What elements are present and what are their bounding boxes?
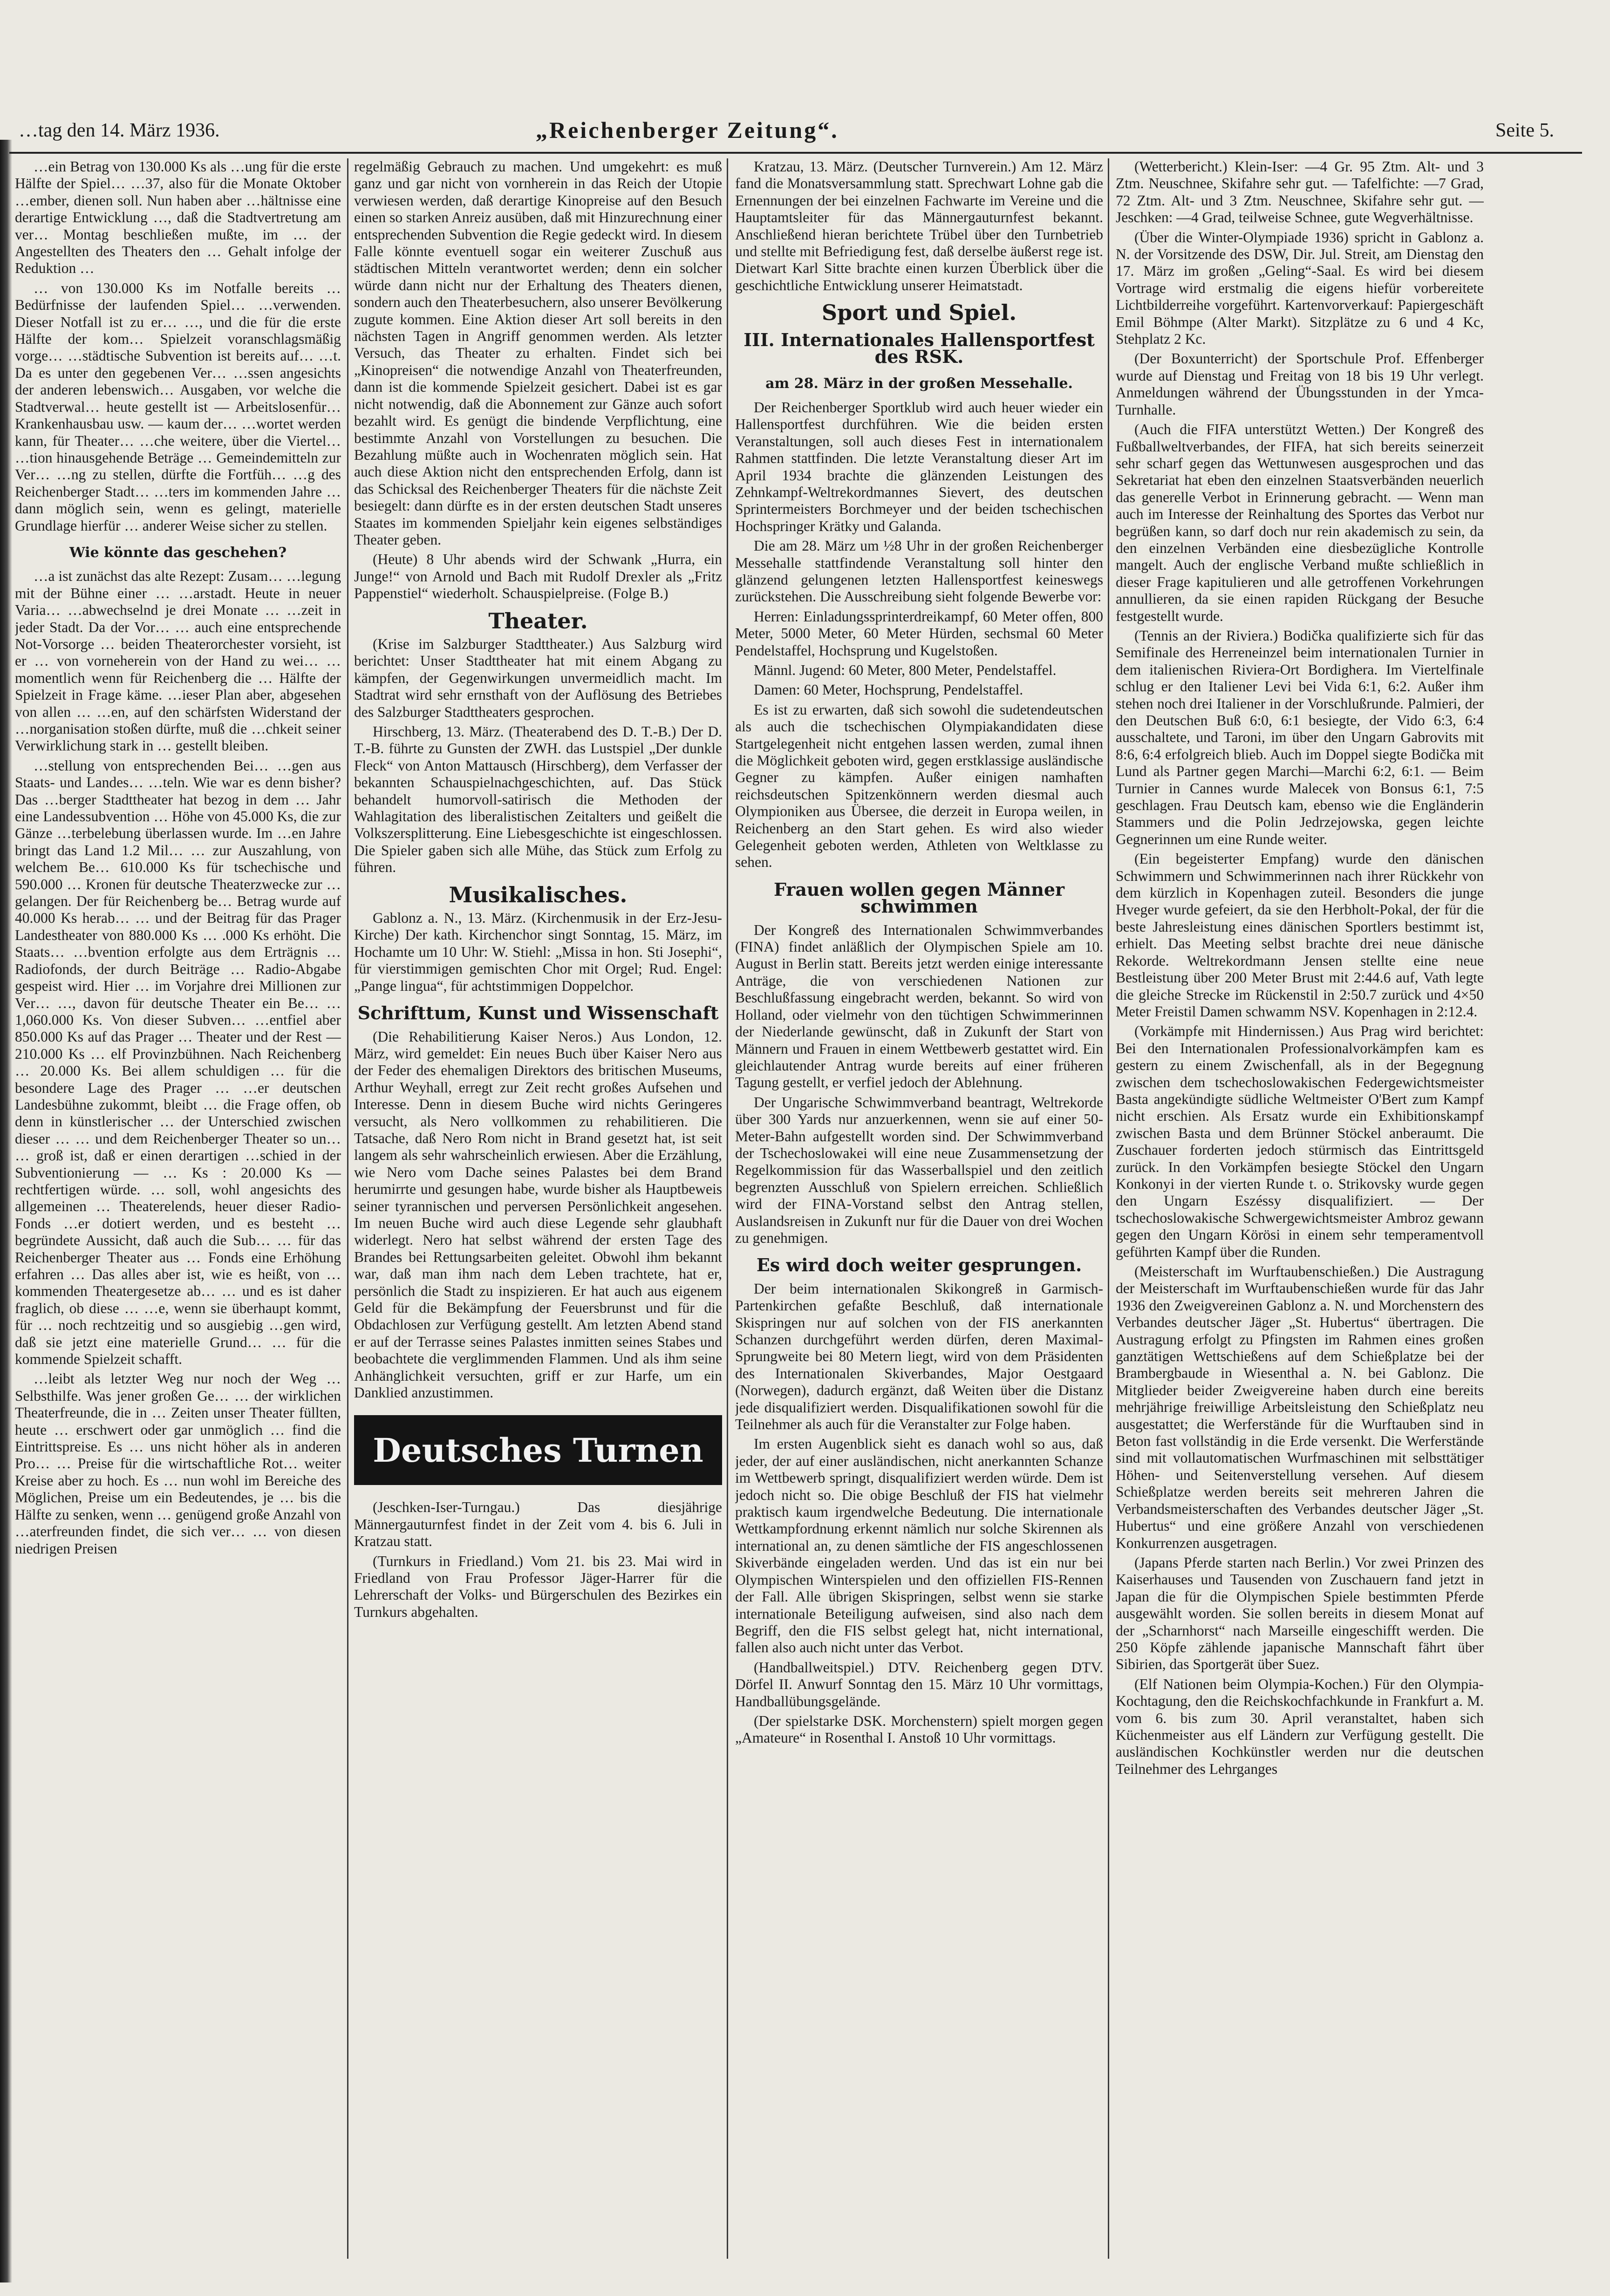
paragraph: …ein Betrag von 130.000 Ks als …ung für die erste Hälfte der Spiel… …37, also für die Monate Oktober …ember, dienen soll. Nun haben aber …hältnisse eine derartige Entwicklung …, daß die Stadtvertretung am ver… Montag beschließen mußte, im … der Angestellten des Theaters den … Gehalt infolge der Reduktion … xyxy=(15,158,341,277)
column-3 xyxy=(735,158,1103,2240)
paragraph: (Die Rehabilitierung Kaiser Neros.) Aus London, 12. März, wird gemeldet: Ein neues Buch über Kaiser Nero aus der Feder des ehemaligen Direktors des britischen Museums, Arthur Weyhall, erregt zur Zeit recht großes Aufsehen und Interesse. Denn in diesem Buche wird nichts Geringeres versucht, als Nero vollkommen zu rehabilitieren. Die Tatsache, daß Nero Rom nicht in Brand gesetzt hat, ist seit langem als sehr wahrscheinlich erwiesen. Aber die Erzählung, wie Nero vom Dache seines Palastes bei dem Brand herumirrte und gesungen habe, wurde bisher als Hauptbeweis seiner tyrannischen und perversen Persönlichkeit angesehen. Im neuen Buche wird auch diese Legende sehr glaubhaft widerlegt. Nero hat selbst während der ersten Tage des Brandes bei Rettungsarbeiten geleitet. Obwohl ihm bekannt war, daß man ihm nach dem Leben trachtete, hat er, persönlich die Stadt zu inspizieren. Er hat auch aus eigenem Geld für die Bekämpfung der Feuersbrunst und für die Obdachlosen zur Verfügung gestellt. Am letzten Abend stand er auf der Terrasse seines Palastes inmitten seines Stabes und beobachtete die verglimmenden Flammen. Und als ihm seine Anhänglichkeit versuchten, griff er zur Harfe, um ein Danklied anzustimmen. xyxy=(354,1028,722,1401)
paragraph: (Elf Nationen beim Olympia-Kochen.) Für den Olympia-Kochtagung, den die Reichskochfachkunde in Frankfurt a. M. vom 6. bis zum 30. April veranstaltet, haben sich Küchenmeister aus elf Ländern zur Verfügung gestellt. Die ausländischen Kochkünstler werden nur die deutschen Teilnehmer des Lehrganges xyxy=(1116,1676,1484,1777)
paragraph: (Jeschken-Iser-Turngau.) Das diesjährige Männergauturnfest findet in der Zeit vom 4. bis 6. Juli in Kratzau statt. xyxy=(354,1499,722,1550)
paragraph: Damen: 60 Meter, Hochsprung, Pendelstaffel. xyxy=(754,681,1023,698)
newspaper-title: „Reichenberger Zeitung“. xyxy=(536,117,839,143)
paragraph: Kratzau, 13. März. (Deutscher Turnverein.) Am 12. März fand die Monatsversammlung statt. Sprechwart Lohne gab die Ernennungen der bei einzelnen Fachwarte im Vereine und die Hauptamtsleiter für das Männergauturnfest bekannt. Anschließend hieran berichtete Trübel über den Turnbetrieb und stellte mit Befriedigung fest, daß derselbe äußerst rege ist. Dietwart Karl Sitte brachte einen kurzen Überblick über die geschichtliche Entwicklung unserer Heimatstadt. xyxy=(735,158,1103,293)
section-heading: Theater. xyxy=(488,608,588,634)
paragraph: Der Reichenberger Sportklub wird auch heuer wieder ein Hallensportfest durchführen. Wie die beiden ersten Veranstaltungen, soll auch dieses Fest in internationalem Rahmen stattfinden. Die letzte Veranstaltung dieser Art im April 1934 brachte die glänzenden Leistungen des Zehnkampf-Weltrekordmannes Sievert, des deutschen Sprintermeisters Borchmeyer und der beiden tschechischen Hochspringer Krätky und Galanda. xyxy=(735,399,1103,534)
paragraph: Der beim internationalen Skikongreß in Garmisch-Partenkirchen gefaßte Beschluß, daß internationale Skispringen nur auf solchen von der FIS anerkannten Schanzen durchgeführt werden dürfen, deren Maximal-Sprungweite bei 80 Metern liegt, wird von dem Präsidenten des Internationalen Skiverbandes, Major Oestgaard (Norwegen), dadurch ergänzt, daß Weiten über die Distanz jede disqualifiziert werden. Disqualifikationen sowohl für die Teilnehmer als auch für die Veranstalter zur Folge haben. xyxy=(735,1280,1103,1433)
subheading: Wie könnte das geschehen? xyxy=(69,544,287,561)
paragraph: … von 130.000 Ks im Notfalle bereits … Bedürfnisse der laufenden Spiel… …verwenden. Dieser Notfall ist zu er… …, und die für die erste Hälfte der kom… Spielzeit voranschlagsmäßig vorge… …städtische Subvention ist bereits auf… …t. Da es unter den gegebenen Ver… …ssen angesichts der anderen lebenswich… Ausgaben, vor welche die Stadtverwal… heute gestellt ist — Arbeitslosenfür… Krankenhausbau usw. — kaum der… …wortet werden kann, für Theater… …che weitere, über die Viertel… …tion hinausgehende Beträge … Gemeindemitteln zur Ver… …ng zu stellen, dürfte die Fortfüh… …g des Reichenberger Stadt… …ters im kommenden Jahre … dann möglich sein, wenn es gelingt, materielle Grundlage hierfür … anderer Weise sicher zu stellen. xyxy=(15,279,341,534)
page-header xyxy=(0,115,1610,152)
header-rule xyxy=(9,152,1582,154)
paragraph: Hirschberg, 13. März. (Theaterabend des D. T.-B.) Der D. T.-B. führte zu Gunsten der ZWH. das Lustspiel „Der dunkle Fleck“ von Anton Mattausch (Hirschberg), dem Verfasser der bekannten Schauspielnachgeschichten, auf. Das Stück behandelt humorvoll-satirisch die Methoden der Wahlagitation des liberalistischen Zeitalters und geißelt die Volkszersplitterung. Eine Liebesgeschichte ist eingeschlossen. Die Spieler gaben sich alle Mühe, das Stück zum Erfolg zu führen. xyxy=(354,723,722,876)
column-divider xyxy=(727,158,728,2259)
paragraph: (Wetterbericht.) Klein-Iser: —4 Gr. 95 Ztm. Alt- und 3 Ztm. Neuschnee, Skifahre sehr gut. — Tafelfichte: —7 Grad, 72 Ztm. Alt- und 3 Ztm. Neuschnee, Skifahre sehr gut. — Jeschken: —4 Grad, teilweise Schnee, gute Wegverhältnisse. xyxy=(1116,158,1484,226)
article-subheading: am 28. März in der großen Messehalle. xyxy=(765,375,1073,392)
paragraph: (Der spielstarke DSK. Morchenstern) spielt morgen gegen „Amateure“ in Rosenthal I. Anstoß 10 Uhr vormittags. xyxy=(735,1712,1103,1746)
paragraph: (Japans Pferde starten nach Berlin.) Vor zwei Prinzen des Kaiserhauses und Tausenden von Zuschauern fand jetzt in Japan die für die Olympischen Spiele bestimmten Pferde ausgewählt worden. Sie sollen bereits in diesem Monat auf der „Scharnhorst“ nach Marseille eingeschifft werden. Die 250 Köpfe zählende japanische Mannschaft fährt über Sibirien, das Sportgerät über Suez. xyxy=(1116,1554,1484,1673)
column-4 xyxy=(1116,158,1484,2240)
paragraph: Herren: Einladungssprinterdreikampf, 60 Meter offen, 800 Meter, 5000 Meter, 60 Meter Hürden, sechsmal 60 Meter Pendelstaffel, Hochsprung und Kugelstoßen. xyxy=(735,608,1103,659)
banner-label: Deutsches Turnen xyxy=(373,1431,703,1470)
paragraph: Der Ungarische Schwimmverband beantragt, Weltrekorde über 300 Yards nur anzuerkennen, wenn sie auf einer 50-Meter-Bahn aufgestellt worden sind. Der Schwimmverband der Tschechoslowakei will eine neue Zusammensetzung der Regelkommission für das Wasserballspiel und den zeitlich begrenzten Ausschluß von Spielern erreichen. Schließlich wird der FINA-Vorstand selbst den Antrag stellen, Auslandsreisen in Zukunft nur für die Dauer von drei Wochen zu genehmigen. xyxy=(735,1094,1103,1246)
column-divider xyxy=(347,158,348,2259)
turnen-banner xyxy=(354,1415,722,1485)
paragraph: (Meisterschaft im Wurftaubenschießen.) Die Austragung der Meisterschaft im Wurftaubenschießen wurde für das Jahr 1936 den Zweigvereinen Gablonz a. N. und Morchenstern des Verbandes deutscher Jäger „St. Hubertus“ übertragen. Die Austragung erfolgt zu Pfingsten im Rahmen eines großen ganztätigen Wettschießens auf dem Schießplatze bei der Brambergbaude in Wiesenthal a. N. bei Gablonz. Die Mitglieder beider Zweigvereine haben durch eine bereits mehrjährige freiwillige Arbeitsleistung den Schießplatz neu ausgestattet; die Werferstände für die Wurftauben sind in Beton fast vollständig in die Erde versenkt. Die Werferstände sind mit vollautomatischen Wurfmaschinen mit selbsttätiger Höhen- und Seitenverstellung versehen. Auf diesem Schießplatze werden bereits seit mehreren Jahren die Verbandsmeisterschaften des Verbandes deutscher Jäger „St. Hubertus“ und eine größere Anzahl von verschiedenen Konkurrenzen ausgetragen. xyxy=(1116,1263,1484,1551)
paragraph: (Auch die FIFA unterstützt Wetten.) Der Kongreß des Fußballweltverbandes, der FIFA, hat sich bereits seinerzeit sehr scharf gegen das Wettunwesen ausgesprochen und das Sekretariat hat eben den einzelnen Staatsverbänden neuerlich das generelle Verbot in Erinnerung gebracht. — Wenn man auch im Interesse der Reinhaltung des Sportes das Verbot nur begrüßen kann, so darf doch nur rein akademisch zu sein, da den einzelnen Verbänden eine diesbezügliche Kontrolle mangelt. Auch der englische Verband mußte schließlich in dieser Frage kapitulieren und alle getroffenen Vorkehrungen annullieren, da sie einen rapiden Rückgang der Besuche festgestellt wurde. xyxy=(1116,421,1484,624)
paragraph: (Über die Winter-Olympiade 1936) spricht in Gablonz a. N. der Vorsitzende des DSW, Dir. Jul. Streit, am Dienstag den 17. März im großen „Geling“-Saal. Es wird bei diesem Vortrage wird erstmalig die eigens hiefür vorbereitete Lichtbilderreihe vorgeführt. Kartenvorverkauf: Papiergeschäft Emil Böhmpe (Alter Markt). Sitzplätze zu 6 und 4 Kc, Stehplatz 2 Kc. xyxy=(1116,229,1484,347)
section-heading: Schrifttum, Kunst und Wissenschaft xyxy=(357,1002,719,1024)
paragraph: Gablonz a. N., 13. März. (Kirchenmusik in der Erz-Jesu-Kirche) Der kath. Kirchenchor singt Sonntag, 15. März, im Hochamte um 10 Uhr: W. Stiehl: „Missa in hon. Sti Josephi“, für vierstimmigen gemischten Chor mit Orgel; Rud. Engel: „Pange lingua“, für achtstimmigen Doppelchor. xyxy=(354,910,722,994)
paragraph: …leibt als letzter Weg nur noch der Weg …Selbsthilfe. Was jener großen Ge… … der wirklichen Theaterfreunde, die in … Zeiten unser Theater füllten, heute … erschwert oder gar unmöglich … find die Eintrittspreise. Es … uns nicht höher als in anderen Pro… … Preise für die wirtschaftliche Rot… weiter Kreise aber zu hoch. Es … nun wohl im Bereiche des Möglichen, Preise um ein Bedeutendes, je … bis die Hälfte zu senken, wenn … genügend große Anzahl von …aterfreunden findet, die sich ver… … von diesen niedrigen Preisen xyxy=(15,1370,341,1557)
paragraph: Männl. Jugend: 60 Meter, 800 Meter, Pendelstaffel. xyxy=(754,661,1057,678)
paragraph: (Krise im Salzburger Stadttheater.) Aus Salzburg wird berichtet: Unser Stadttheater hat mit einem Abgang zu kämpfen, der Gegenwirkungen unvermeidlich macht. Im Stadtrat wird sehr ernsthaft von der Auflösung des Betriebes des Salzburger Stadttheaters gesprochen. xyxy=(354,635,722,720)
paragraph: (Vorkämpfe mit Hindernissen.) Aus Prag wird berichtet: Bei den Internationalen Professionalvorkämpfen kam es gestern zu einem Zwischenfall, als in der Begegnung zwischen dem tschechoslowakischen Federgewichtsmeister Basta angekündigte südliche Weltmeister O'Bert zum Kampf nicht erschien. Als Ersatz wurde ein Exhibitionskampf zwischen Basta und dem Brünner Stöckel anberaumt. Die Zuschauer forderten jedoch stürmisch das Eintrittsgeld zurück. In den Vorkämpfen besiegte Stöckel den Ungarn Konkonyi in der vierten Runde t. o. Strikovsky wurde gegen den Ungarn Eszéssy disqualifiziert. — Der tschechoslowakische Schwergewichtsmeister Ambroz gewann gegen den Ungarn Körösi in einem sehr temperamentvoll geführten Kampf über die Runden. xyxy=(1116,1023,1484,1260)
column-divider xyxy=(1108,158,1109,2259)
section-heading: Musikalisches. xyxy=(449,882,628,907)
page-number: Seite 5. xyxy=(1495,120,1554,141)
paragraph: regelmäßig Gebrauch zu machen. Und umgekehrt: es muß ganz und gar nicht von vornherein in das Reich der Utopie verwiesen werden, daß derartige Kinopreise auf den Besuch einen so starken Anreiz ausüben, daß mit Hinzurechnung einer entsprechenden Subvention die Regie gedeckt wird. In diesem Falle könnte eventuell sogar ein weiterer Zuschuß aus städtischen Mitteln verantwortet werden; denn ein solcher würde dann nicht nur der Erhaltung des Theaters dienen, sondern auch den Theaterbesuchern, also unserer Bevölkerung zugute kommen. Eine Aktion dieser Art soll bereits in den nächsten Tagen in Angriff genommen werden. Als letzter Versuch, das Theater zu erhalten. Findet sich bei „Kinopreisen“ die notwendige Anzahl von Theaterfreunden, dann ist die kommende Spielzeit gesichert. Dabei ist es gar nicht notwendig, daß die Abonnement zur Gänze auch sofort bezahlt wird. Es genügt die bindende Verpflichtung, eine bestimmte Anzahl von Vorstellungen zu besuchen. Die Bezahlung müßte auch in Wochenraten möglich sein. Hat auch diese Aktion nicht den entsprechenden Erfolg, dann ist das Schicksal des Reichenberger Theaters für die nächste Zeit besiegelt: dann dürfte es in der ersten deutschen Stadt unseres Staates im kommenden Spieljahr kein eigenes selbständiges Theater geben. xyxy=(354,158,722,548)
paragraph: (Heute) 8 Uhr abends wird der Schwank „Hurra, ein Junge!“ von Arnold und Bach mit Rudolf Drexler als „Fritz Pappenstiel“ wiederholt. Schauspielpreise. (Folge B.) xyxy=(354,551,722,602)
paragraph: (Handballweitspiel.) DTV. Reichenberg gegen DTV. Dörfel II. Anwurf Sonntag den 15. März 10 Uhr vormittags, Handballübungsgelände. xyxy=(735,1659,1103,1710)
paragraph: Im ersten Augenblick sieht es danach wohl so aus, daß jeder, der auf einer ausländischen, nicht anerkannten Schanze im Wettbewerb springt, disqualifiziert werden würde. Dem ist jedoch nicht so. Die obige Beschluß der FIS hat vielmehr praktisch kaum irgendwelche Bedeutung. Die internationale Wettkampfordnung erkennt nämlich nur solche Skirennen als international an, zu denen sämtliche der FIS angeschlossenen Skiverbände eingeladen werden. Und das ist ein nur bei Olympischen Winterspielen und den offiziellen FIS-Rennen der Fall. Alle übrigen Skispringen, selbst wenn sie starke internationale Beteiligung aufweisen, sind also nach dem Begriff, den die FIS selbst gelegt hat, nicht international, fallen also auch nicht unter das Verbot. xyxy=(735,1436,1103,1656)
article-heading: III. Internationales Hallensportfest des RSK. xyxy=(744,329,1095,368)
paragraph: Die am 28. März um ½8 Uhr in der großen Reichenberger Messehalle stattfindende Veranstaltung soll hinter den glänzend gelungenen letzten Hallensportfest keineswegs zurückstehen. Die Ausschreibung sieht folgende Bewerbe vor: xyxy=(735,538,1103,605)
section-heading: Sport und Spiel. xyxy=(821,300,1017,326)
page-edge-shadow xyxy=(0,140,12,2282)
paragraph: (Ein begeisterter Empfang) wurde den dänischen Schwimmern und Schwimmerinnen nach ihrer Rückkehr von dem kürzlich in Kopenhagen zuteil. Besonders die junge Hveger wurde gefeiert, da sie den Herbholt-Pokal, der für die beste Jahresleistung eines dänischen Sportlers bestimmt ist, erhielt. Das Meeting selbst brachte drei neue dänische Rekorde. Weltrekordmann Jensen stellte eine neue Bestleistung über 200 Meter Brust mit 2:44.6 auf, Vath legte die gleiche Strecke im Rückenstil in 2:50.7 zurück und 4×50 Meter Freistil Damen schwamm NSV. Kopenhagen in 2:12.4. xyxy=(1116,851,1484,1020)
header-date: …tag den 14. März 1936. xyxy=(19,120,220,141)
paragraph: (Der Boxunterricht) der Sportschule Prof. Effenberger wurde auf Dienstag und Freitag von 18 bis 19 Uhr verlegt. Anmeldungen während der Übungsstunden in der Ymca-Turnhalle. xyxy=(1116,350,1484,418)
paragraph: Es ist zu erwarten, daß sich sowohl die sudetendeutschen als auch die tschechischen Olympiakandidaten diese Startgelegenheit nicht entgehen lassen werden, zumal ihnen die Möglichkeit geboten wird, gegen erstklassige ausländische Gegner zu kämpfen. Außer einigen namhaften reichsdeutschen Spitzenkönnern werden diesmal auch Olympioniken aus Übersee, die derzeit in Europa weilen, in Reichenberg an den Start gehen. Es wird also wieder Gelegenheit geboten werden, Athleten von Weltklasse zu sehen. xyxy=(735,701,1103,871)
column-1 xyxy=(15,158,341,2240)
column-2 xyxy=(354,158,722,2240)
paragraph: Der Kongreß des Internationalen Schwimmverbandes (FINA) findet anläßlich der Olympischen Spiele am 10. August in Berlin statt. Bereits jetzt werden einige interessante Anträge, die von verschiedenen Nationen zur Beschlußfassung eingebracht werden, bekannt. So wird von Holland, oder vielmehr von den tüchtigen Schwimmerinnen der Niederlande gewünscht, daß in Zukunft der Start von Männern und Frauen in einem Wettbewerb gestattet wird. Ein gleichlautender Antrag wurde bereits auf einer früheren Tagung gestellt, er verfiel jedoch der Ablehnung. xyxy=(735,921,1103,1091)
article-heading: Frauen wollen gegen Männer schwimmen xyxy=(773,879,1065,917)
paragraph: (Turnkurs in Friedland.) Vom 21. bis 23. Mai wird in Friedland von Frau Professor Jäger-Harrer für die Lehrerschaft der Volks- und Bürgerschulen des Bezirkes ein Turnkurs abgehalten. xyxy=(354,1553,722,1620)
article-heading: Es wird doch weiter gesprungen. xyxy=(756,1254,1082,1276)
paragraph: …stellung von entsprechenden Bei… …gen aus Staats- und Landes… …teln. Wie war es denn bisher? Das …berger Stadttheater hat bezog in dem … Jahr eine Landessubvention … Höhe von 45.000 Ks, die zur Gänze …terbelebung überlassen wurde. Im …en Jahre bringt das Land 1.2 Mil… … zur Auszahlung, von welchem Be… 610.000 Ks für tschechische und 590.000 … Kronen für deutsche Theaterzwecke zur … gelangen. Der für Reichenberg be… Betrag wurde auf 40.000 Ks herab… … und der Beitrag für das Prager Landestheater von 880.000 Ks … .000 Ks erhöht. Die Staats… …bvention erfolgte aus dem Erträgnis … Radiofonds, der durch Beiträge … Radio-Abgabe gespeist wird. Hier … im Vorjahre drei Millionen zur Ver… …, davon für deutsche Theater ein Be… … 1,060.000 Ks. Von dieser Subven… …entfiel aber 850.000 Ks auf das Prager … Theater und der Rest — 210.000 Ks … elf Provinzbühnen. Nach Reichenberg … 20.000 Ks. Bei allem schuldigen … für die besondere Lage des Prager … …er deutschen Landesbühne zukommt, bleibt … die Frage offen, ob denn in künstlerischer … der Unterschied zwischen dieser … … und dem Reichenberger Theater so un… … groß ist, daß er einen derartigen …schied in der Subventionierung — … Ks : 20.000 Ks — rechtfertigen würde. … soll, wohl angesichts des allgemeinen … Theaterelends, heuer dieser Radio-Fonds …er dotiert werden, und es besteht … begründete Aussicht, daß auch die Sub… … für das Reichenberger Theater aus … Fonds eine Erhöhung erfahren … Das alles aber ist, wie es heißt, von …kommenden Theatergesetze ab… … und es ist daher fraglich, ob diese … …e, wenn sie überhaupt kommt, für … noch rechtzeitig und so ausgiebig …gen wird, daß sie jetzt eine materielle Grund… … für die kommende Spielzeit schafft. xyxy=(15,757,341,1368)
paragraph: …a ist zunächst das alte Rezept: Zusam… …legung mit der Bühne einer … …arstadt. Heute in neuer Varia… …abwechselnd je drei Monate … …zeit in jeder Stadt. Da der Vor… … auch eine entsprechende Not-Vorsorge … beiden Theaterorchester vorsieht, ist er … von vorneherein von der Hand zu wei… …momentlich wenn für Reichenberg die … Hälfte der Spielzeit in Frage käme. …ieser Plan aber, abgesehen von allen … …en, auf den schärfsten Widerstand der …norganisation stoßen dürfte, muß die …chkeit seiner Verwirklichung stark in … gestellt bleiben. xyxy=(15,568,341,754)
paragraph: (Tennis an der Riviera.) Bodička qualifizierte sich für das Semifinale des Herreneinzel beim internationalen Turnier in dem italienischen Riviera-Ort Bordighera. Im Viertelfinale schlug er den Italiener Levi bei Vida 6:1, 6:2. Außer ihm stehen noch drei Italiener in der Vorschlußrunde. Palmieri, der den Deutschen Buß 6:0, 6:1 besiegte, der Vido 6:3, 6:4 ausschaltete, und Taroni, im über den Ungarn Gabrovits mit 8:6, 6:4 erfolgreich blieb. Auch im Doppel siegte Bodička mit Lund als Partner gegen Marchi—Marchi 6:2, 6:1. — Beim Turnier in Cannes wurde Malecek von Bonsus 6:1, 7:5 geschlagen. Frau Deutsch kam, ebenso wie die Engländerin Stammers und die Polin Jedrzejowska, gegen leichte Gegnerinnen um eine Runde weiter. xyxy=(1116,627,1484,847)
